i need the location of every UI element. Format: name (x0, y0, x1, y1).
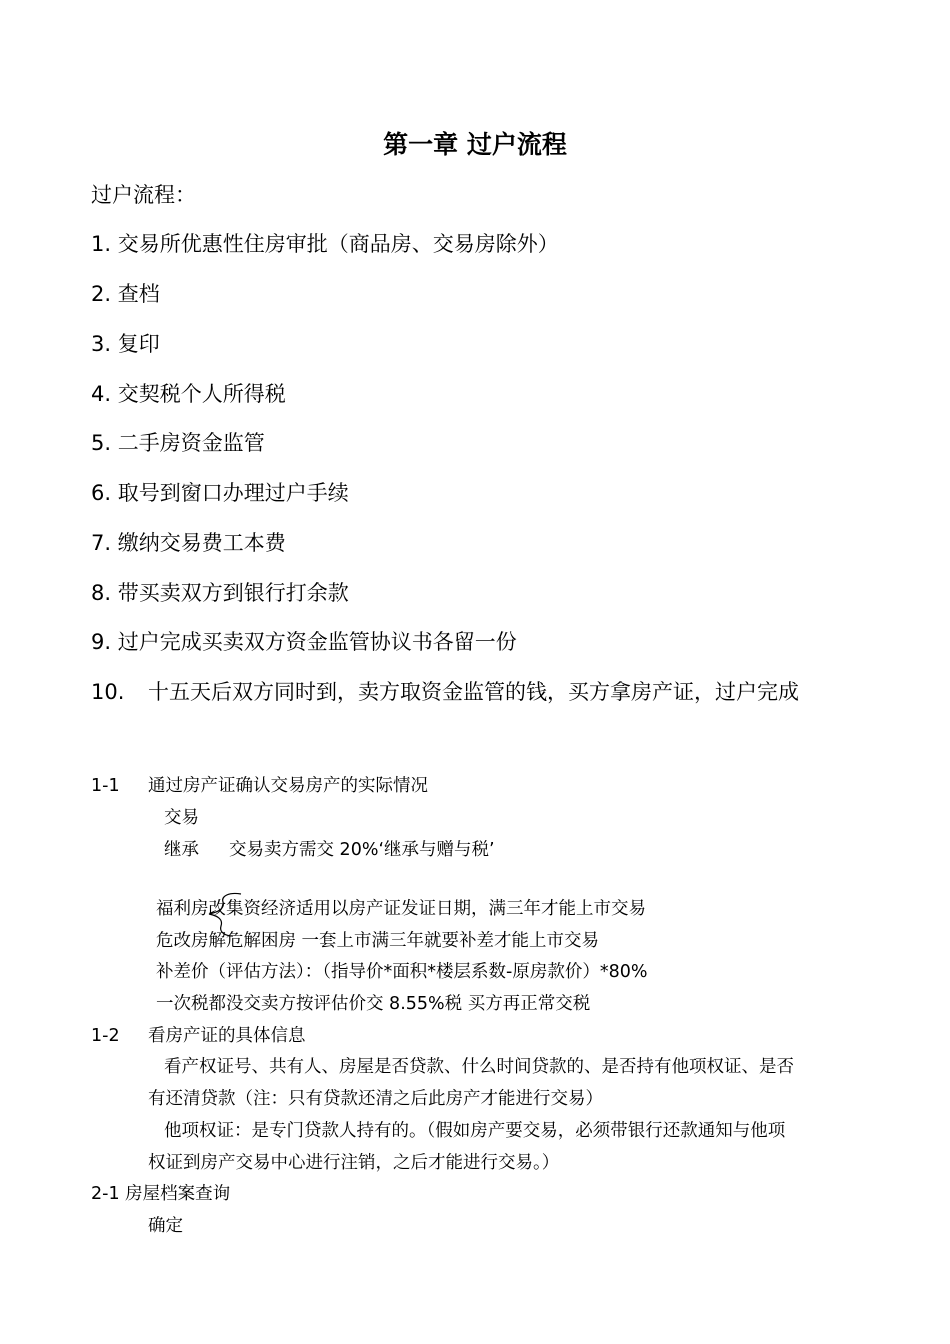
step-6: 6. 取号到窗口办理过户手续 (91, 481, 349, 505)
step-10-text: 十五天后双方同时到，卖方取资金监管的钱，买方拿房产证，过户完成 (148, 680, 799, 704)
step-5: 5. 二手房资金监管 (91, 431, 265, 455)
section-1-2-para-2-line-2: 权证到房产交易中心进行注销，之后才能进行交易。） (148, 1153, 560, 1173)
section-1-1-number: 1-1 (91, 776, 120, 796)
section-2-1-heading: 2-1 房屋档案查询 (91, 1184, 231, 1204)
section-2-1-line-1: 确定 (148, 1216, 183, 1236)
section-1-2-para-2-line-1: 他项权证：是专门贷款人持有的。（假如房产要交易，必须带银行还款通知与他项 (164, 1121, 786, 1141)
chapter-title: 第一章 过户流程 (383, 130, 567, 159)
section-1-2-para-1-line-1: 看产权证号、共有人、房屋是否贷款、什么时间贷款的、是否持有他项权证、是否 (164, 1057, 794, 1077)
section-1-1-line-1: 交易 (164, 808, 199, 828)
section-1-1-heading: 通过房产证确认交易房产的实际情况 (148, 776, 428, 796)
handwritten-brace-mark (205, 890, 245, 940)
section-1-2-para-1-line-2: 有还清贷款（注：只有贷款还清之后此房产才能进行交易） (148, 1089, 603, 1109)
section-1-1-line-2-label: 继承 (164, 840, 199, 860)
step-2: 2. 查档 (91, 282, 160, 306)
section-1-1-line-2-text: 交易卖方需交 20%‘继承与赠与税’ (229, 840, 495, 860)
section-1-1-line-3: 福利房改集资经济适用以房产证发证日期，满三年才能上市交易 (156, 899, 646, 919)
step-7: 7. 缴纳交易费工本费 (91, 531, 286, 555)
section-1-2-number: 1-2 (91, 1026, 120, 1046)
step-1: 1. 交易所优惠性住房审批（商品房、交易房除外） (91, 232, 559, 256)
section-1-2-heading: 看房产证的具体信息 (148, 1026, 306, 1046)
section-1-1-line-5: 补差价（评估方法）：（指导价*面积*楼层系数-原房款价）*80% (156, 962, 648, 982)
step-8: 8. 带买卖双方到银行打余款 (91, 581, 349, 605)
step-9: 9. 过户完成买卖双方资金监管协议书各留一份 (91, 630, 517, 654)
section-1-1-line-4: 危改房解危解困房 一套上市满三年就要补差才能上市交易 (156, 931, 600, 951)
step-3: 3. 复印 (91, 332, 160, 356)
step-10-number: 10. (91, 680, 125, 704)
step-4: 4. 交契税个人所得税 (91, 382, 286, 406)
intro-label: 过户流程： (91, 183, 196, 207)
section-1-1-line-6: 一次税都没交卖方按评估价交 8.55%税 买方再正常交税 (156, 994, 591, 1014)
